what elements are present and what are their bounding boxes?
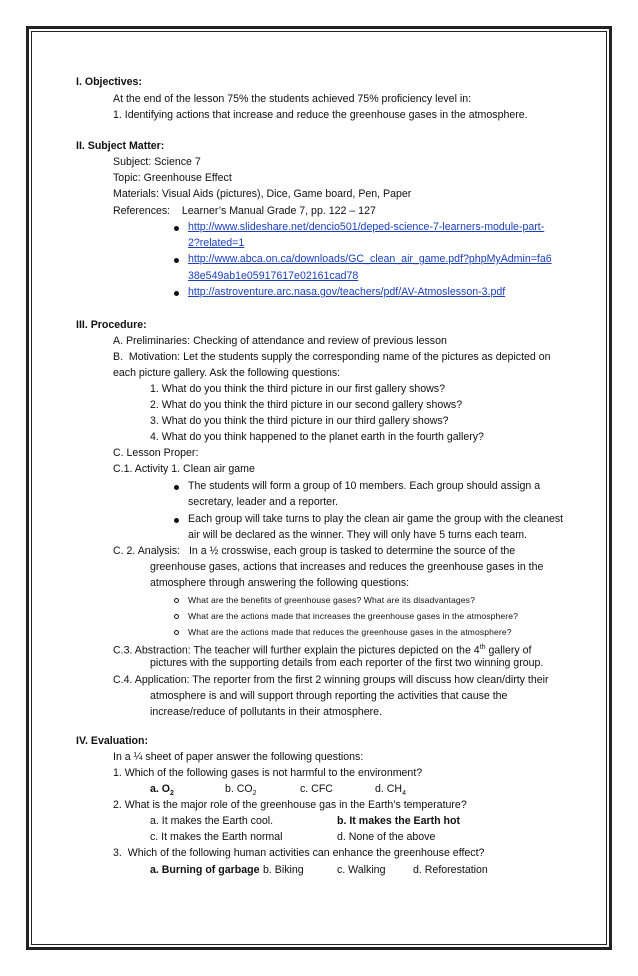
reference-link[interactable]: http://www.abca.on.ca/downloads/GC_clean_air_game.pdf?phpMyAdmin=fa6 bbox=[188, 253, 552, 265]
answer-choice: b. Biking bbox=[263, 864, 304, 876]
answer-choice: d. Reforestation bbox=[413, 864, 488, 876]
procedure-line: increase/reduce of pollutants in their atmosphere. bbox=[150, 706, 383, 718]
objectives-line: 1. Identifying actions that increase and reduce the greenhouse gases in the atmosphere. bbox=[113, 109, 528, 121]
activity-bullet: air will be declared as the winner. They will only have 5 turns each team. bbox=[188, 529, 527, 541]
procedure-line: each picture gallery. Ask the following questions: bbox=[113, 367, 341, 379]
procedure-line: C.4. Application: The reporter from the first 2 winning groups will discuss how clean/dirty their bbox=[113, 674, 549, 686]
evaluation-question: 3. Which of the following human activities can enhance the greenhouse effect? bbox=[113, 847, 485, 859]
reference-link[interactable]: http://www.slideshare.net/dencio501/deped-science-7-learners-module-part- bbox=[188, 221, 545, 233]
reference-link[interactable]: 2?related=1 bbox=[188, 237, 245, 249]
answer-choice: a. Burning of garbage bbox=[150, 864, 260, 876]
procedure-line: C.3. Abstraction: The teacher will further explain the pictures depicted on the 4th gallery of bbox=[113, 644, 532, 657]
analysis-question: What are the actions made that increases the greenhouse gases in the atmosphere? bbox=[188, 611, 518, 621]
evaluation-question: 1. Which of the following gases is not harmful to the environment? bbox=[113, 767, 423, 779]
bullet-icon bbox=[174, 226, 179, 231]
objectives-heading: I. Objectives: bbox=[76, 76, 142, 88]
answer-choice: b. $CO_2$ bbox=[225, 783, 257, 798]
procedure-line: A. Preliminaries: Checking of attendance and review of previous lesson bbox=[113, 335, 447, 347]
activity-bullet: Each group will take turns to play the clean air game the group with the cleanest bbox=[188, 513, 564, 525]
answer-choice: a. It makes the Earth cool. bbox=[150, 815, 274, 827]
reference-link[interactable]: http://astroventure.arc.nasa.gov/teachers/pdf/AV-Atmoslesson-3.pdf bbox=[188, 286, 506, 298]
procedure-line: C. Lesson Proper: bbox=[113, 447, 199, 459]
reference-link[interactable]: 38e549ab1e05917617e02161cad78 bbox=[188, 270, 359, 282]
procedure-line: atmosphere is and will support through reporting the activities that cause the bbox=[150, 690, 508, 702]
activity-bullet: The students will form a group of 10 members. Each group should assign a bbox=[188, 480, 541, 492]
answer-choice: c. Walking bbox=[337, 864, 386, 876]
topic-line: Topic: Greenhouse Effect bbox=[113, 172, 232, 184]
procedure-line: pictures with the supporting details from each reporter of the first two winning group. bbox=[150, 657, 544, 669]
answer-choice: d. None of the above bbox=[337, 831, 436, 843]
answer-choice: d. $CH_4$ bbox=[375, 783, 406, 798]
answer-choice: c. It makes the Earth normal bbox=[150, 831, 283, 843]
circle-bullet-icon bbox=[174, 598, 179, 603]
question-item: 4. What do you think happened to the planet earth in the fourth gallery? bbox=[150, 431, 484, 443]
answer-choice: c. CFC bbox=[300, 783, 333, 795]
question-item: 3. What do you think the third picture in our third gallery shows? bbox=[150, 415, 449, 427]
procedure-line: B. Motivation: Let the students supply the corresponding name of the pictures as depicted on bbox=[113, 351, 551, 363]
evaluation-heading: IV. Evaluation: bbox=[76, 735, 149, 747]
materials-line: Materials: Visual Aids (pictures), Dice, Game board, Pen, Paper bbox=[113, 188, 412, 200]
answer-choice: a. $O_2$ bbox=[150, 783, 174, 798]
bullet-icon bbox=[174, 258, 179, 263]
evaluation-question: 2. What is the major role of the greenhouse gas in the Earth’s temperature? bbox=[113, 799, 467, 811]
bullet-icon bbox=[174, 485, 179, 490]
circle-bullet-icon bbox=[174, 614, 179, 619]
activity-bullet: secretary, leader and a reporter. bbox=[188, 496, 338, 508]
procedure-heading: III. Procedure: bbox=[76, 319, 147, 331]
question-item: 1. What do you think the third picture in our first gallery shows? bbox=[150, 383, 446, 395]
circle-bullet-icon bbox=[174, 630, 179, 635]
answer-choice: b. It makes the Earth hot bbox=[337, 815, 461, 827]
analysis-question: What are the benefits of greenhouse gases? What are its disadvantages? bbox=[188, 595, 475, 605]
subject-matter-heading: II. Subject Matter: bbox=[76, 140, 165, 152]
analysis-question: What are the actions made that reduces the greenhouse gases in the atmosphere? bbox=[188, 627, 512, 637]
bullet-icon bbox=[174, 518, 179, 523]
evaluation-line: In a ¼ sheet of paper answer the following questions: bbox=[113, 751, 364, 763]
references-line: References: Learner’s Manual Grade 7, pp. 122 – 127 bbox=[113, 205, 376, 217]
objectives-line: At the end of the lesson 75% the students achieved 75% proficiency level in: bbox=[113, 93, 472, 105]
subject-line: Subject: Science 7 bbox=[113, 156, 201, 168]
procedure-line: atmosphere through answering the following questions: bbox=[150, 577, 410, 589]
bullet-icon bbox=[174, 291, 179, 296]
question-item: 2. What do you think the third picture in our second gallery shows? bbox=[150, 399, 463, 411]
procedure-line: C.1. Activity 1. Clean air game bbox=[113, 463, 255, 475]
procedure-line: greenhouse gases, actions that increases and reduces the greenhouse gases in the bbox=[150, 561, 544, 573]
procedure-line: C. 2. Analysis: In a ½ crosswise, each group is tasked to determine the source of the bbox=[113, 545, 516, 557]
